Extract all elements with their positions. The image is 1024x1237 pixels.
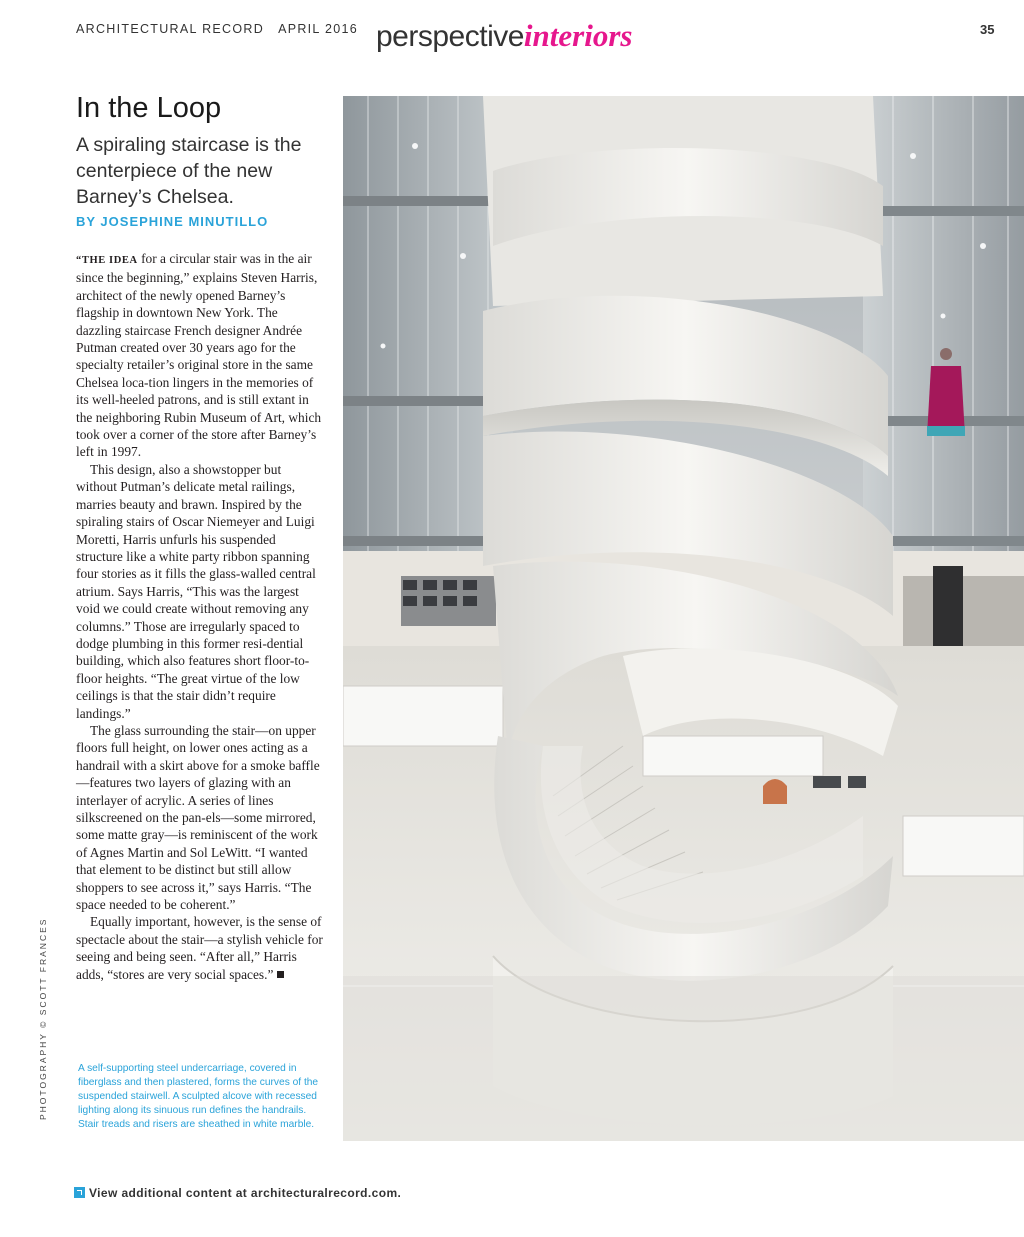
footer-text: View additional content at architecturalrecord.com. <box>89 1186 402 1200</box>
paragraph-1 <box>76 250 325 461</box>
photo-caption: A self-supporting steel undercarriage, covered in fiberglass and then plastered, forms the curves of the suspended stairwell. A sculpted alcove with recessed lighting along its sinuous run defines the handrails. Stair treads and risers are sheathed in white marble. <box>78 1063 319 1130</box>
photo-credit: PHOTOGRAPHY © SCOTT FRANCES <box>38 917 48 1120</box>
paragraph-1-text: for a circular stair was in the air since the beginning,” explains Steven Harris, architect of the newly opened Barney’s flagship in downtown New York. The dazzling staircase French designer Andrée Putman created over 30 years ago for the specialty retailer’s original store in the same Chelsea loca-tion lingers in the memories of its well-heeled patrons, and is still extant in the neighboring Rubin Museum of Art, which took over a corner of the store after Barney’s left in 1997. <box>76 251 322 460</box>
section-title-interiors: interiors <box>523 18 633 53</box>
page-number: 35 <box>980 22 995 37</box>
end-mark-icon <box>277 971 284 978</box>
running-header <box>76 22 358 36</box>
article-photo <box>343 96 1024 1141</box>
article-body <box>76 250 325 983</box>
external-link-icon <box>74 1187 85 1198</box>
article-deck: A spiraling staircase is the centerpiece of the new Barney’s Chelsea. <box>76 134 302 208</box>
paragraph-4 <box>76 913 325 983</box>
lead-in: “THE IDEA <box>76 255 138 266</box>
article-title: In the Loop <box>76 92 222 124</box>
issue-date: APRIL 2016 <box>278 22 359 36</box>
spiral-staircase-illustration <box>343 96 1024 1141</box>
paragraph-3: The glass surrounding the stair—on upper floors full height, on lower ones acting as a handrail with a skirt above for a smoke baffle—features two layers of glazing with an interlayer of acrylic. A series of lines silkscreened on the pan-els—some mirrored, some matte gray—is reminiscent of the work of Agnes Martin and Sol LeWitt. “I wanted that element to be distinct but still allow shoppers to see across it,” says Harris. “The space needed to be coherent.” <box>76 722 320 913</box>
byline: BY JOSEPHINE MINUTILLO <box>76 214 269 229</box>
paragraph-4-text: Equally important, however, is the sense of spectacle about the stair—a stylish vehicle for seeing and being seen. “After all,” Harris adds, “stores are very social spaces.” <box>76 914 323 982</box>
section-title-perspective: perspective <box>376 20 524 53</box>
paragraph-2: This design, also a showstopper but without Putman’s delicate metal railings, marries beauty and brawn. Inspired by the spiraling stairs of Oscar Niemeyer and Luigi Moretti, Harris unfurls his suspended structure like a white party ribbon spanning four stories as it fills the glass-walled central atrium. Says Harris, “This was the largest void we could create without removing any columns.” Those are irregularly spaced to dodge plumbing in this former resi-dential building, which also features short floor-to-floor heights. “The great virtue of the low ceilings is that the stair didn’t require landings.” <box>76 461 316 721</box>
footer-link[interactable] <box>74 1186 401 1200</box>
publication-name: ARCHITECTURAL RECORD <box>76 22 265 36</box>
section-title <box>376 16 632 57</box>
